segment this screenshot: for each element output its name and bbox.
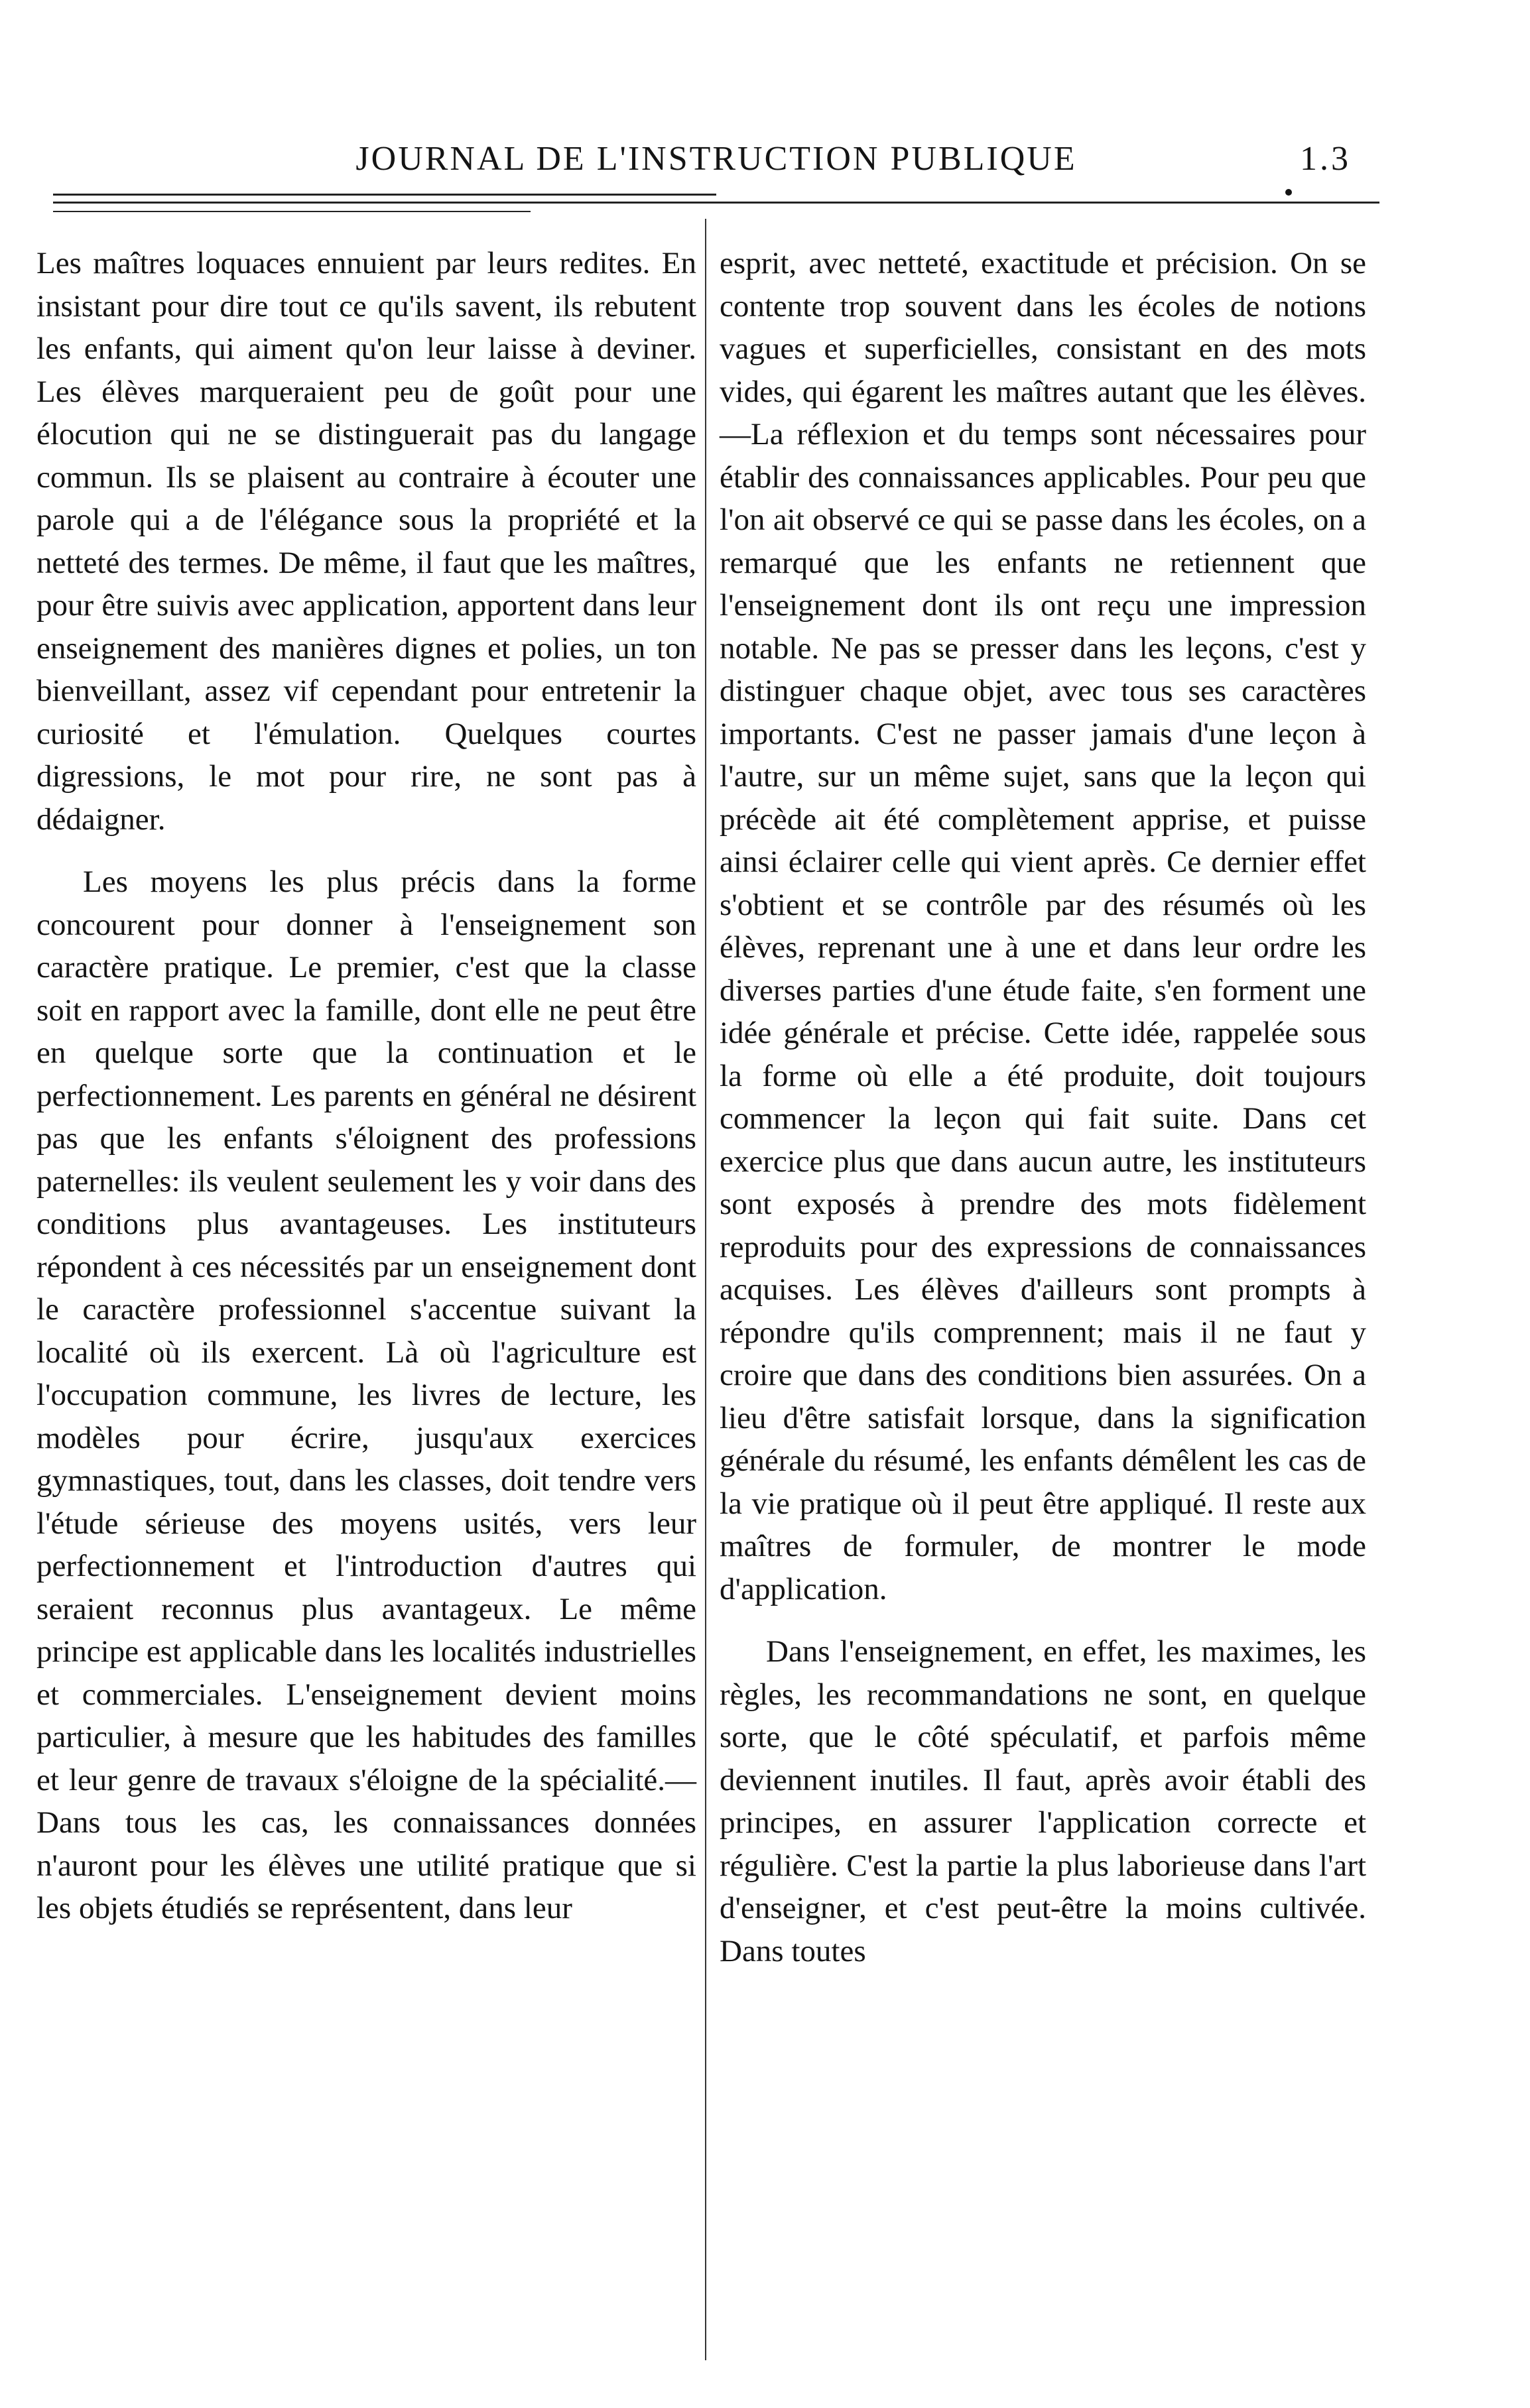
- journal-title: JOURNAL DE L'INSTRUCTION PUBLIQUE: [355, 140, 1077, 178]
- header-rule-double: [53, 202, 1379, 204]
- header-rule-top: [53, 194, 716, 196]
- column-divider: [705, 219, 706, 2360]
- right-paragraph-2: Dans l'enseignement, en effet, les maximes, les règles, les recommandations ne sont, en quelque sorte, que le côté spéculatif, et parfois même deviennent inutiles. Il faut, après avoir établi des principes, en assurer l'application correcte et régulière. C'est la partie la plus laborieuse dans l'art d'enseigner, et c'est peut-être la moins cultivée. Dans toutes: [720, 1634, 1366, 1968]
- left-paragraph-2: Les moyens les plus précis dans la forme concourent pour donner à l'enseignement son caractère pratique. Le premier, c'est que la classe soit en rapport avec la famille, dont elle ne peut être en quelque sorte que la continuation et le perfectionnement. Les parents en général ne désirent pas que les enfants s'éloignent des professions paternelles: ils veulent seulement les y voir dans des conditions plus avantageuses. Les instituteurs répondent à ces nécessités par un enseignement dont le caractère professionnel s'accentue suivant la localité où ils exercent. Là où l'agriculture est l'occupation commune, les livres de lecture, les modèles pour écrire, jusqu'aux exercices gymnastiques, tout, dans les classes, doit tendre vers l'étude sérieuse des moyens usités, vers leur perfectionnement et l'introduction d'autres qui seraient reconnus plus avantageux. Le même principe est applicable dans les localités industrielles et commerciales. L'enseignement devient moins particulier, à mesure que les habitudes des familles et leur genre de travaux s'éloigne de la spécialité.—Dans tous les cas, les connaissances données n'auront pour les élèves une utilité pratique que si les objets étudiés se représentent, dans leur: [36, 865, 696, 1925]
- left-paragraph-1: Les maîtres loquaces ennuient par leurs redites. En insistant pour dire tout ce qu'ils savent, ils rebutent les enfants, qui aiment qu'on leur laisse à deviner. Les élèves marqueraient peu de goût pour une élocution qui ne se distinguerait pas du langage commun. Ils se plaisent au contraire à écouter une parole qui a de l'élégance sous la propriété et la netteté des termes. De même, il faut que les maîtres, pour être suivis avec application, apportent dans leur enseignement des manières dignes et polies, un ton bienveillant, assez vif cependant pour entretenir la curiosité et l'émulation. Quelques courtes digressions, le mot pour rire, ne sont pas à dédaigner.: [36, 246, 696, 837]
- right-text-column: [720, 242, 1366, 1972]
- header-rule-thin: [53, 211, 531, 212]
- page-number: 1.3: [1300, 140, 1351, 178]
- left-text-column: [36, 242, 696, 1930]
- header-dot-mark: [1285, 189, 1292, 196]
- running-header: [0, 139, 1530, 192]
- right-paragraph-1: esprit, avec netteté, exactitude et précision. On se contente trop souvent dans les écoles de notions vagues et superficielles, consistant en des mots vides, qui égarent les maîtres autant que les élèves.—La réflexion et du temps sont nécessaires pour établir des connaissances applicables. Pour peu que l'on ait observé ce qui se passe dans les écoles, on a remarqué que les enfants ne retiennent que l'enseignement dont ils ont reçu une impression notable. Ne pas se presser dans les leçons, c'est y distinguer chaque objet, avec tous ses caractères importants. C'est ne passer jamais d'une leçon à l'autre, sur un même sujet, sans que la leçon qui précède ait été complètement apprise, et puisse ainsi éclairer celle qui vient après. Ce dernier effet s'obtient et se contrôle par des résumés où les élèves, reprenant une à une et dans leur ordre les diverses parties d'une étude faite, s'en forment une idée générale et précise. Cette idée, rappelée sous la forme où elle a été produite, doit toujours commencer la leçon qui fait suite. Dans cet exercice plus que dans aucun autre, les instituteurs sont exposés à prendre des mots fidèlement reproduits pour des expressions de connaissances acquises. Les élèves d'ailleurs sont prompts à répondre qu'ils comprennent; mais il ne faut y croire que dans des conditions bien assurées. On a lieu d'être satisfait lorsque, dans la signification générale du résumé, les enfants démêlent les cas de la vie pratique où il peut être appliqué. Il reste aux maîtres de formuler, de montrer le mode d'application.: [720, 246, 1366, 1606]
